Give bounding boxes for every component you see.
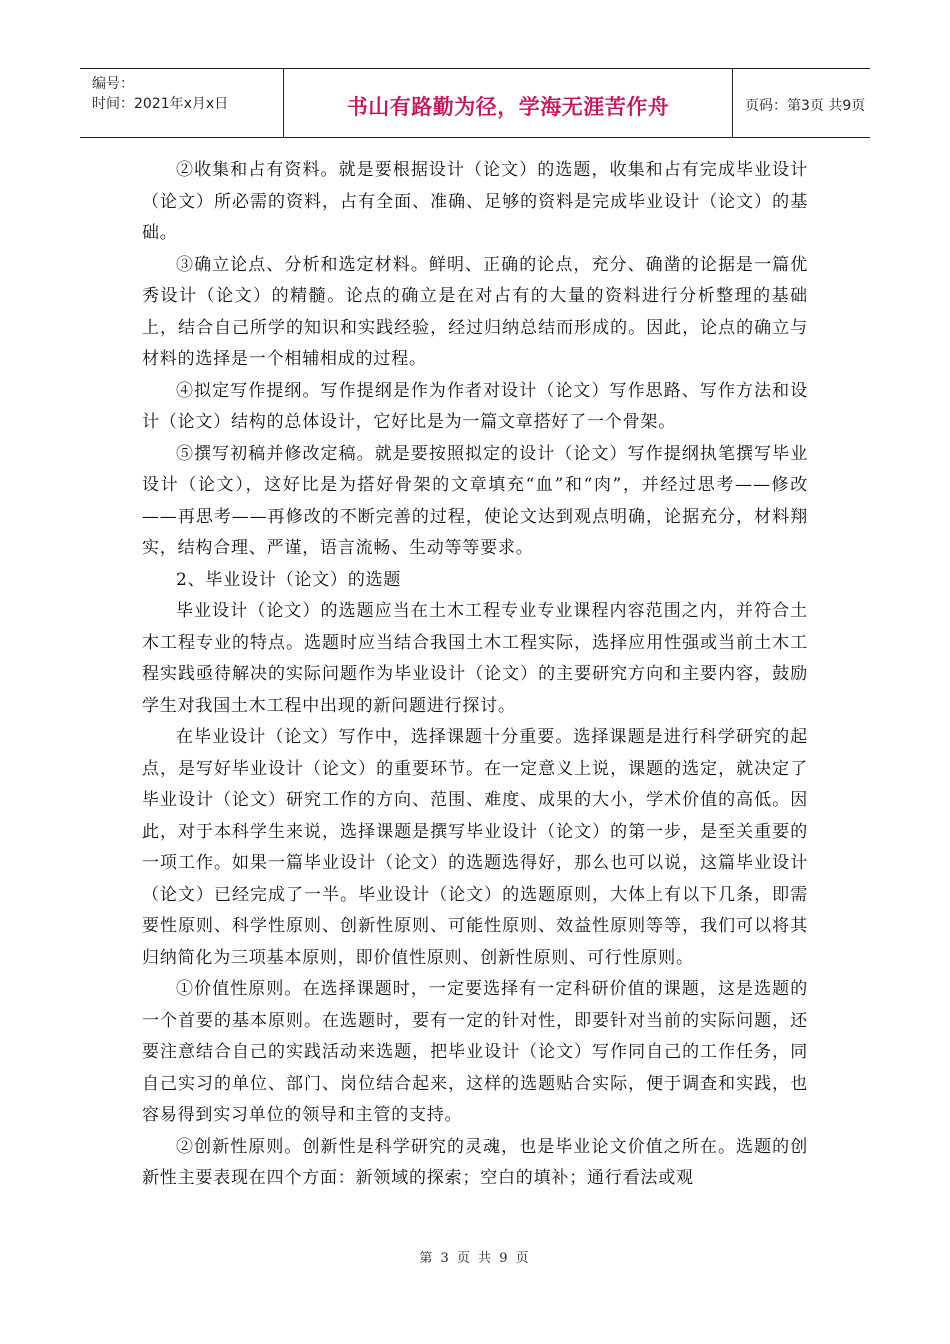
header-page-info: 页码：第3页 共9页 bbox=[745, 98, 866, 114]
header-motto: 书山有路勤为径，学海无涯苦作舟 bbox=[346, 95, 670, 119]
paragraph-establish-argument: ③确立论点、分析和选定材料。鲜明、正确的论点，充分、确凿的论据是一篇优秀设计（论文）的精髓。论点的确立是在对占有的大量的资料进行分析整理的基础上，结合自己所学的知识和实践经验，经过归纳总结而形成的。因此，论点的确立与材料的选择是一个相辅相成的过程。 bbox=[142, 254, 808, 369]
document-number-label: 编号： bbox=[92, 76, 134, 92]
paragraph-collect-materials: ②收集和占有资料。就是要根据设计（论文）的选题，收集和占有完成毕业设计（论文）所必需的资料，占有全面、准确、足够的资料是完成毕业设计（论文）的基础。 bbox=[142, 160, 808, 243]
header-page-cell bbox=[733, 69, 870, 137]
paragraph-outline: ④拟定写作提纲。写作提纲是作为作者对设计（论文）写作思路、写作方法和设计（论文）结构的总体设计，它好比是为一篇文章搭好了一个骨架。 bbox=[142, 380, 808, 432]
page-footer: 第 3 页 共 9 页 bbox=[419, 1251, 531, 1266]
header-motto-cell bbox=[284, 69, 733, 137]
paragraph-topic-scope: 毕业设计（论文）的选题应当在土木工程专业专业课程内容范围之内，并符合土木工程专业的特点。选题时应当结合我国土木工程实际，选择应用性强或当前土木工程实践亟待解决的实际问题作为毕业设计（论文）的主要研究方向和主要内容，鼓励学生对我国土木工程中出现的新问题进行探讨。 bbox=[142, 601, 808, 716]
paragraph-topic-importance: 在毕业设计（论文）写作中，选择课题十分重要。选择课题是进行科学研究的起点，是写好毕业设计（论文）的重要环节。在一定意义上说，课题的选定，就决定了毕业设计（论文）研究工作的方向、范围、难度、成果的大小，学术价值的高低。因此，对于本科学生来说，选择课题是撰写毕业设计（论文）的第一步，是至关重要的一项工作。如果一篇毕业设计（论文）的选题选得好，那么也可以说，这篇毕业设计（论文）已经完成了一半。毕业设计（论文）的选题原则，大体上有以下几条，即需要性原则、科学性原则、创新性原则、可能性原则、效益性原则等等，我们可以将其归纳简化为三项基本原则，即价值性原则、创新性原则、可行性原则。 bbox=[142, 727, 808, 968]
header-meta-cell bbox=[80, 69, 284, 137]
paragraph-draft-revise: ⑤撰写初稿并修改定稿。就是要按照拟定的设计（论文）写作提纲执笔撰写毕业设计（论文），这好比是为搭好骨架的文章填充“血”和“肉”，并经过思考——修改——再思考——再修改的不断完善的过程，使论文达到观点明确，论据充分，材料翔实，结构合理、严谨，语言流畅、生动等等要求。 bbox=[142, 443, 808, 558]
document-date-label: 时间：2021年x月x日 bbox=[92, 96, 229, 112]
paragraph-value-principle: ①价值性原则。在选择课题时，一定要选择有一定科研价值的课题，这是选题的一个首要的基本原则。在选题时，要有一定的针对性，即要针对当前的实际问题，还要注意结合自己的实践活动来选题，把毕业设计（论文）写作同自己的工作任务，同自己实习的单位、部门、岗位结合起来，这样的选题贴合实际，便于调查和实践，也容易得到实习单位的领导和主管的支持。 bbox=[142, 979, 808, 1125]
paragraph-innovation-principle: ②创新性原则。创新性是科学研究的灵魂，也是毕业论文价值之所在。选题的创新性主要表现在四个方面：新领域的探索；空白的填补；通行看法或观 bbox=[142, 1136, 808, 1188]
document-body bbox=[142, 155, 808, 1195]
page-header bbox=[80, 68, 870, 138]
section-heading-topic-selection: 2、毕业设计（论文）的选题 bbox=[176, 569, 402, 590]
